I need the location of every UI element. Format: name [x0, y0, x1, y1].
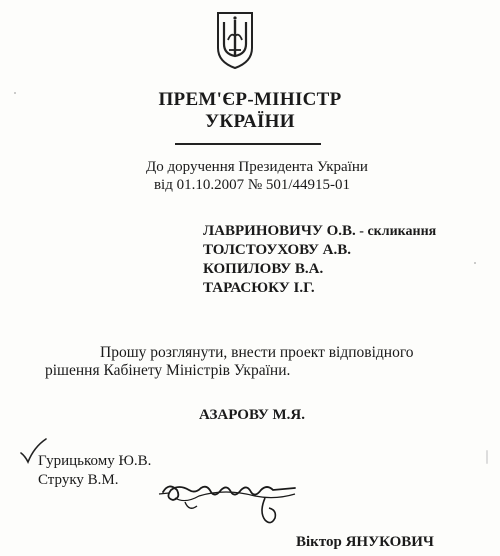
handwritten-signature	[155, 468, 305, 528]
reference-line1: До доручення Президента України	[146, 159, 368, 175]
addressee-1	[203, 222, 436, 241]
scan-speck	[14, 92, 16, 94]
copy-recipient-2: Струку В.М.	[38, 472, 119, 488]
copy-recipient-1: Гурицькому Ю.В.	[38, 453, 152, 469]
addressee-4: ТАРАСЮКУ І.Г.	[203, 280, 315, 296]
page-title-line2: УКРАЇНИ	[205, 111, 295, 132]
lead-addressee: АЗАРОВУ М.Я.	[199, 407, 305, 423]
body-text-line2: рішення Кабінету Міністрів України.	[45, 362, 291, 379]
trident-coat-of-arms-icon	[215, 10, 255, 70]
reference-line2: від 01.10.2007 № 501/44915-01	[153, 177, 351, 193]
addressee-name: ЛАВРИНОВИЧУ О.В.	[203, 223, 356, 239]
body-text-line1: Прошу розглянути, внести проект відповідного	[100, 344, 414, 361]
scan-speck	[474, 262, 476, 264]
addressee-2: ТОЛСТОУХОВУ А.В.	[203, 242, 352, 258]
title-divider	[175, 143, 321, 145]
scan-speck	[486, 450, 488, 464]
signer-name: Віктор ЯНУКОВИЧ	[296, 534, 434, 550]
addressee-note: - скликання	[355, 224, 437, 239]
page-title-line1: ПРЕМ'ЄР-МІНІСТР	[158, 89, 342, 110]
addressee-3: КОПИЛОВУ В.А.	[203, 261, 324, 277]
